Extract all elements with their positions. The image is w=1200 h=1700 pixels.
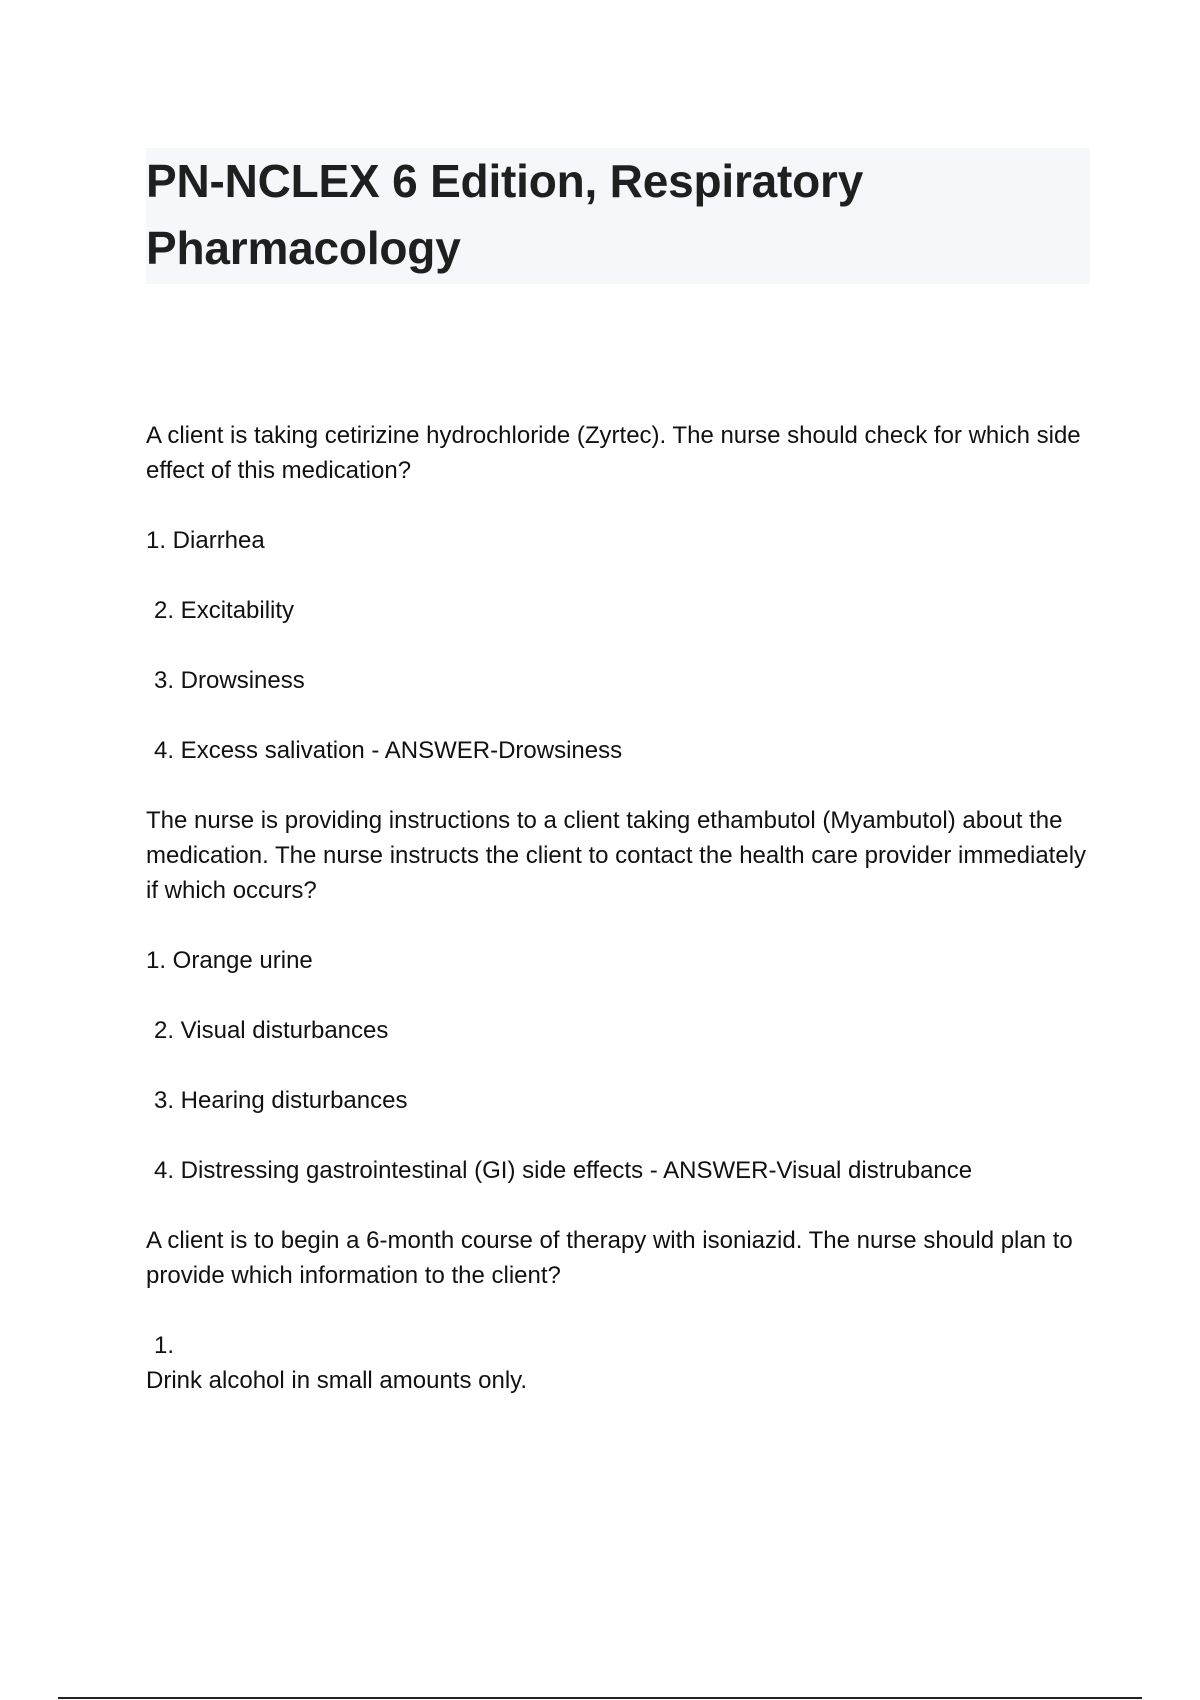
answer-option: 3. Hearing disturbances (154, 1087, 408, 1114)
document-body (146, 418, 1090, 1398)
page-title: PN-NCLEX 6 Edition, Respiratory Pharmacology (146, 155, 864, 274)
title-banner (146, 148, 1090, 284)
answer-option-with-answer: 4. Excess salivation - ANSWER-Drowsiness (154, 737, 623, 764)
answer-option: 2. Visual disturbances (154, 1017, 389, 1044)
answer-option: 1. Orange urine (146, 947, 313, 974)
answer-option: 2. Excitability (154, 597, 295, 624)
answer-option-number: 1. (154, 1332, 175, 1359)
question-stem: A client is taking cetirizine hydrochloride (Zyrtec). The nurse should check for which side effect of this medication? (146, 422, 1081, 484)
question-stem: A client is to begin a 6-month course of therapy with isoniazid. The nurse should plan to provide which information to the client? (146, 1227, 1073, 1289)
answer-option-with-answer: 4. Distressing gastrointestinal (GI) side effects - ANSWER-Visual distrubance (154, 1157, 973, 1184)
answer-option: 1. Diarrhea (146, 527, 265, 554)
question-stem: The nurse is providing instructions to a client taking ethambutol (Myambutol) about the medication. The nurse instructs the client to contact the health care provider immediately if which occurs? (146, 807, 1087, 904)
answer-option: 3. Drowsiness (154, 667, 305, 694)
answer-option-text: Drink alcohol in small amounts only. (146, 1367, 528, 1394)
footer-divider (58, 1697, 1142, 1699)
